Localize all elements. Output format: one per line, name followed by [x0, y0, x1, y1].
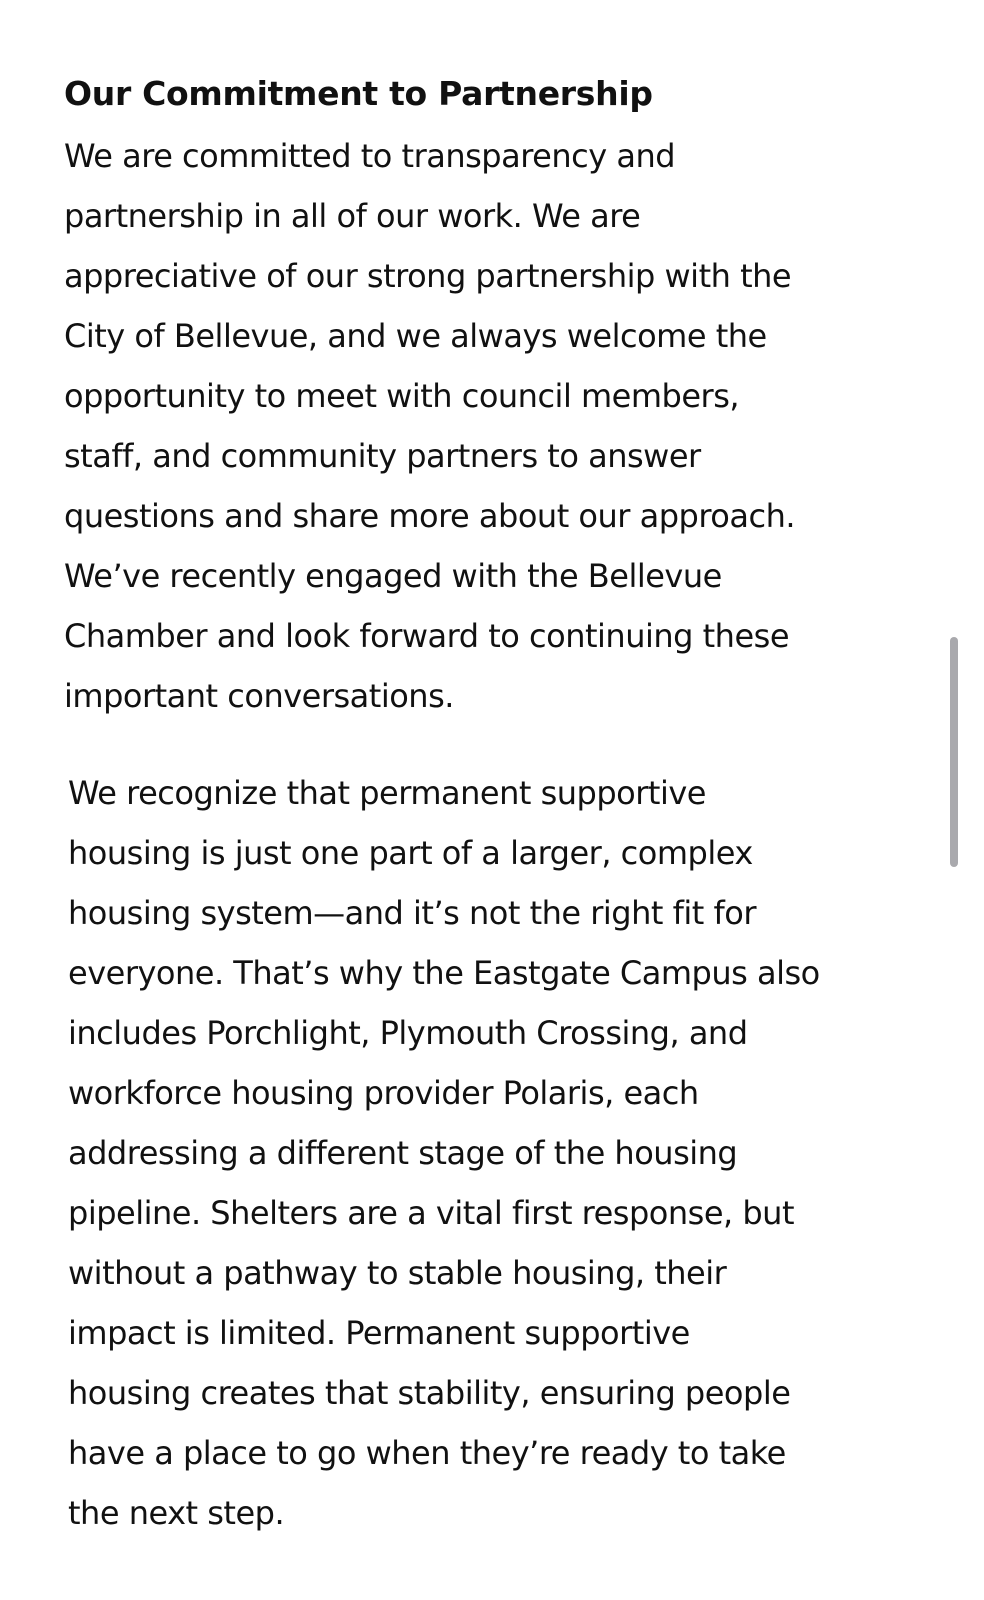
text-line: includes Porchlight, Plymouth Crossing, and [68, 1014, 748, 1052]
text-line: Chamber and look forward to continuing these [64, 617, 789, 655]
text-line: We recognize that permanent supportive [68, 774, 706, 812]
paragraph-housing-system [68, 763, 948, 1543]
paragraph-partnership [64, 126, 944, 726]
text-line: opportunity to meet with council members, [64, 377, 740, 415]
text-line: housing is just one part of a larger, complex [68, 834, 753, 872]
section-heading: Our Commitment to Partnership [64, 74, 653, 113]
text-line: City of Bellevue, and we always welcome the [64, 317, 767, 355]
text-line: questions and share more about our approach. [64, 497, 796, 535]
text-line: the next step. [68, 1494, 285, 1532]
text-line: We’ve recently engaged with the Bellevue [64, 557, 722, 595]
text-line: without a pathway to stable housing, their [68, 1254, 727, 1292]
scrollbar-thumb[interactable] [950, 637, 958, 867]
text-line: pipeline. Shelters are a vital first response, but [68, 1194, 794, 1232]
text-line: addressing a different stage of the housing [68, 1134, 738, 1172]
text-line: housing creates that stability, ensuring people [68, 1374, 791, 1412]
text-line: housing system—and it’s not the right fit for [68, 894, 756, 932]
text-line: everyone. That’s why the Eastgate Campus also [68, 954, 820, 992]
text-line: important conversations. [64, 677, 454, 715]
text-line: staff, and community partners to answer [64, 437, 701, 475]
text-line: impact is limited. Permanent supportive [68, 1314, 690, 1352]
text-line: workforce housing provider Polaris, each [68, 1074, 699, 1112]
text-line: appreciative of our strong partnership with the [64, 257, 792, 295]
text-line: We are committed to transparency and [64, 137, 676, 175]
text-line: partnership in all of our work. We are [64, 197, 641, 235]
text-line: have a place to go when they’re ready to take [68, 1434, 786, 1472]
